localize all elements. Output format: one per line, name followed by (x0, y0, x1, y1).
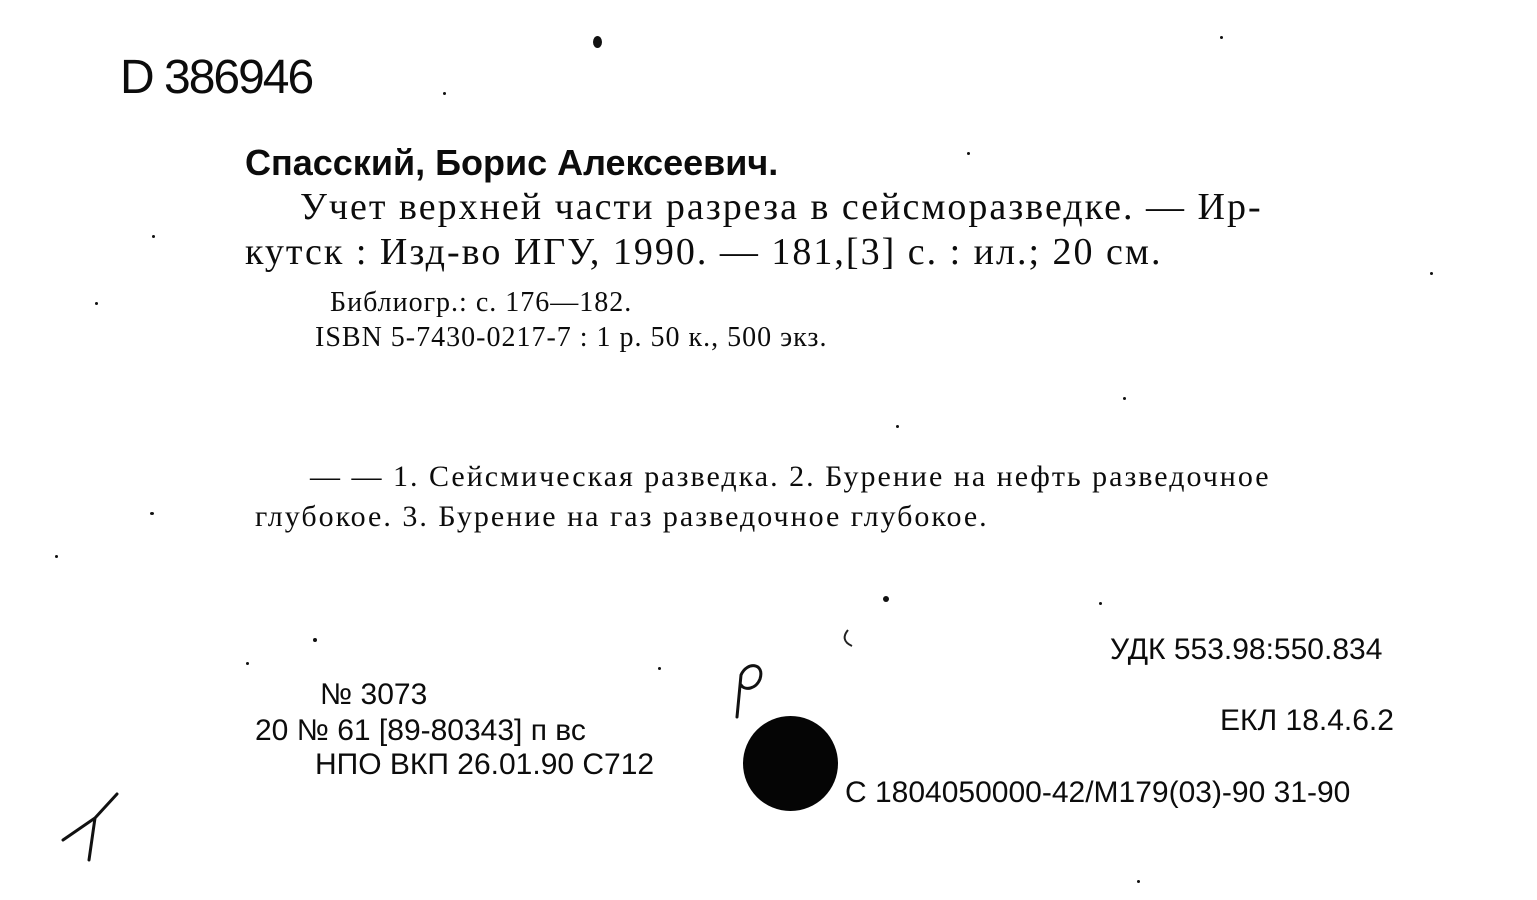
ekl-code: ЕКЛ 18.4.6.2 (1220, 704, 1394, 737)
speck (55, 555, 58, 558)
punch-hole (743, 716, 838, 811)
speck (150, 512, 154, 515)
accession-number: D 386946 (120, 51, 313, 104)
subjects-line-2: глубокое. 3. Бурение на газ разведочное глубокое. (255, 500, 989, 533)
title-line-2: кутск : Изд-во ИГУ, 1990. — 181,[3] с. : ил.; 20 см. (245, 231, 1163, 273)
publisher-line: НПО ВКП 26.01.90 С712 (315, 748, 655, 781)
speck (883, 596, 889, 602)
speck (658, 667, 661, 670)
author-heading: Спасский, Борис Алексеевич. (245, 142, 779, 183)
speck (1099, 602, 1102, 605)
bibliography-note: Библиогр.: с. 176—182. (330, 287, 633, 318)
batch-line: 20 № 61 [89-80343] п вс (255, 714, 586, 747)
speck (1430, 272, 1433, 275)
order-number: № 3073 (320, 678, 428, 711)
speck (593, 36, 602, 48)
speck (95, 302, 98, 305)
speck (1137, 880, 1140, 883)
udc-code: УДК 553.98:550.834 (1110, 633, 1383, 666)
speck (896, 425, 899, 428)
speck (152, 235, 155, 238)
pencil-tick-mark (838, 628, 858, 653)
speck (246, 662, 249, 665)
speck (1220, 36, 1223, 39)
isbn-price-line: ISBN 5-7430-0217-7 : 1 р. 50 к., 500 экз. (315, 322, 828, 353)
classification-number: С 1804050000-42/М179(03)-90 31-90 (845, 776, 1351, 809)
speck (313, 638, 317, 642)
title-line-1: Учет верхней части разреза в сейсморазведке. — Ир- (300, 186, 1263, 228)
speck (1123, 397, 1126, 400)
speck (443, 92, 446, 95)
handwritten-p-mark (725, 655, 770, 725)
subjects-line-1: — — 1. Сейсмическая разведка. 2. Бурение на нефть разведочное (310, 460, 1271, 493)
speck (967, 152, 970, 155)
handwritten-1-mark (55, 790, 125, 865)
